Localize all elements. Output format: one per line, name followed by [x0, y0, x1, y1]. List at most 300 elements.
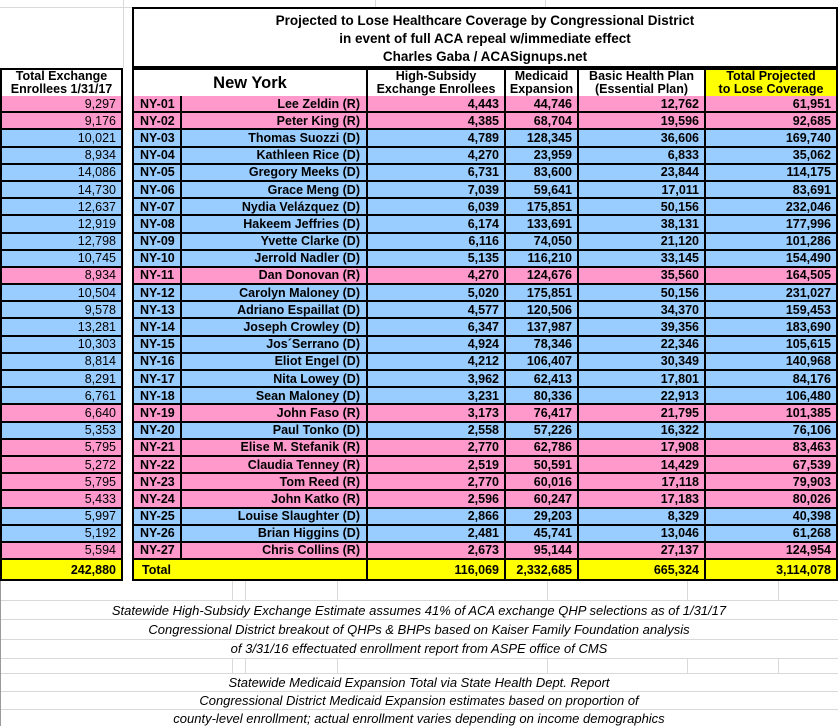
- grid-gap: [123, 423, 132, 440]
- cell-bhp[interactable]: 21,120: [579, 234, 706, 251]
- cell-high-subsidy[interactable]: 4,270: [368, 148, 506, 165]
- cell-total-projected[interactable]: 83,691: [706, 182, 838, 199]
- cell-bhp[interactable]: 16,322: [579, 423, 706, 440]
- cell-district[interactable]: NY-06: [132, 182, 182, 199]
- col-header-medicaid[interactable]: [506, 68, 579, 98]
- gridline-tick: [123, 0, 124, 68]
- cell-total-projected[interactable]: 164,505: [706, 268, 838, 285]
- grid-gap: [123, 148, 132, 165]
- cell-high-subsidy[interactable]: 6,174: [368, 216, 506, 233]
- footnote-block-medicaid: [0, 673, 838, 726]
- cell-district[interactable]: NY-22: [132, 457, 182, 474]
- cell-medicaid[interactable]: 137,987: [506, 319, 579, 336]
- cell-representative[interactable]: Sean Maloney (D): [182, 388, 368, 405]
- cell-total-exchange[interactable]: 12,798: [0, 234, 123, 251]
- cell-bhp[interactable]: 17,908: [579, 440, 706, 457]
- cell-bhp[interactable]: 6,833: [579, 148, 706, 165]
- gridline-tick: [778, 659, 779, 673]
- table-row: [0, 371, 838, 388]
- grid-gap: [123, 68, 132, 98]
- table-row: [0, 319, 838, 336]
- cell-total-exchange[interactable]: 6,761: [0, 388, 123, 405]
- cell-total-exchange[interactable]: 13,281: [0, 319, 123, 336]
- cell-medicaid[interactable]: 120,506: [506, 302, 579, 319]
- footnote-line[interactable]: Congressional District breakout of QHPs & BHPs based on Kaiser Family Foundation analysis: [0, 620, 838, 639]
- grid-gap: [123, 285, 132, 302]
- cell-district[interactable]: NY-05: [132, 165, 182, 182]
- cell-high-subsidy[interactable]: 3,231: [368, 388, 506, 405]
- cell-high-subsidy[interactable]: 2,519: [368, 457, 506, 474]
- cell-representative[interactable]: Chris Collins (R): [182, 543, 368, 560]
- cell-district[interactable]: NY-18: [132, 388, 182, 405]
- cell-total-projected[interactable]: 101,385: [706, 405, 838, 422]
- cell-total-exchange[interactable]: 9,297: [0, 96, 123, 113]
- cell-high-subsidy[interactable]: 2,866: [368, 509, 506, 526]
- grid-gap: [123, 199, 132, 216]
- cell-total-exchange[interactable]: 14,086: [0, 165, 123, 182]
- cell-total-projected[interactable]: 83,463: [706, 440, 838, 457]
- table-row: [0, 285, 838, 302]
- cell-district[interactable]: NY-16: [132, 354, 182, 371]
- title-line-3: Charles Gaba / ACASignups.net: [382, 49, 588, 64]
- cell-bhp[interactable]: 23,844: [579, 165, 706, 182]
- cell-representative[interactable]: Nita Lowey (D): [182, 371, 368, 388]
- cell-representative[interactable]: Claudia Tenney (R): [182, 457, 368, 474]
- cell-total-exchange[interactable]: 8,291: [0, 371, 123, 388]
- cell-medicaid[interactable]: 50,591: [506, 457, 579, 474]
- cell-representative[interactable]: Kathleen Rice (D): [182, 148, 368, 165]
- table-row: [0, 216, 838, 233]
- cell-high-subsidy[interactable]: 6,116: [368, 234, 506, 251]
- table-row: [0, 337, 838, 354]
- table-row: [0, 182, 838, 199]
- table-row: [0, 474, 838, 491]
- grid-gap: [123, 216, 132, 233]
- col-header-total-projected[interactable]: [706, 68, 838, 98]
- cell-total-exchange[interactable]: 5,192: [0, 526, 123, 543]
- cell-medicaid[interactable]: 106,407: [506, 354, 579, 371]
- cell-total-exchange[interactable]: 10,021: [0, 130, 123, 147]
- cell-representative[interactable]: Yvette Clarke (D): [182, 234, 368, 251]
- cell-representative[interactable]: Elise M. Stefanik (R): [182, 440, 368, 457]
- cell-district[interactable]: NY-14: [132, 319, 182, 336]
- grid-gap: [123, 474, 132, 491]
- grid-gap: [123, 509, 132, 526]
- table-row: [0, 234, 838, 251]
- cell-total-exchange[interactable]: 5,353: [0, 423, 123, 440]
- grid-gap: [123, 543, 132, 560]
- cell-district[interactable]: NY-07: [132, 199, 182, 216]
- col-header-high-subsidy[interactable]: [368, 68, 506, 98]
- cell-total-projected[interactable]: 40,398: [706, 509, 838, 526]
- cell-medicaid[interactable]: 60,016: [506, 474, 579, 491]
- header-line: Medicaid: [514, 69, 569, 83]
- cell-total-projected[interactable]: 169,740: [706, 130, 838, 147]
- cell-bhp[interactable]: 17,011: [579, 182, 706, 199]
- gridline-tick: [337, 581, 338, 600]
- cell-representative[interactable]: Peter King (R): [182, 113, 368, 130]
- grid-gap: [123, 560, 132, 581]
- grid-gap: [123, 457, 132, 474]
- cell-medicaid[interactable]: 59,641: [506, 182, 579, 199]
- cell-high-subsidy[interactable]: 3,173: [368, 405, 506, 422]
- cell-district[interactable]: NY-13: [132, 302, 182, 319]
- grid-gap: [123, 234, 132, 251]
- cell-district[interactable]: NY-19: [132, 405, 182, 422]
- cell-district[interactable]: NY-01: [132, 96, 182, 113]
- cell-representative[interactable]: Dan Donovan (R): [182, 268, 368, 285]
- cell-total-exchange[interactable]: 5,594: [0, 543, 123, 560]
- grid-gap: [123, 302, 132, 319]
- cell-high-subsidy[interactable]: 4,270: [368, 268, 506, 285]
- total-cell-total-projected[interactable]: 3,114,078: [706, 560, 838, 581]
- cell-representative[interactable]: Thomas Suozzi (D): [182, 130, 368, 147]
- table-row: [0, 405, 838, 422]
- cell-total-projected[interactable]: 76,106: [706, 423, 838, 440]
- grid-gap: [123, 388, 132, 405]
- cell-medicaid[interactable]: 68,704: [506, 113, 579, 130]
- gridline-tick: [245, 581, 246, 600]
- cell-medicaid[interactable]: 116,210: [506, 251, 579, 268]
- table-row: [0, 302, 838, 319]
- gridline-tick: [245, 659, 246, 673]
- cell-district[interactable]: NY-12: [132, 285, 182, 302]
- cell-total-projected[interactable]: 232,046: [706, 199, 838, 216]
- footnote-line[interactable]: Statewide Medicaid Expansion Total via State Health Dept. Report: [0, 674, 838, 692]
- total-cell-exchange[interactable]: 242,880: [0, 560, 123, 581]
- cell-total-projected[interactable]: 114,175: [706, 165, 838, 182]
- cell-high-subsidy[interactable]: 5,135: [368, 251, 506, 268]
- cell-total-exchange[interactable]: 5,795: [0, 440, 123, 457]
- total-cell-medicaid[interactable]: 2,332,685: [506, 560, 579, 581]
- table-row: [0, 388, 838, 405]
- header-line: (Essential Plan): [594, 82, 689, 96]
- cell-bhp[interactable]: 30,349: [579, 354, 706, 371]
- cell-district[interactable]: NY-20: [132, 423, 182, 440]
- cell-medicaid[interactable]: 45,741: [506, 526, 579, 543]
- cell-district[interactable]: NY-08: [132, 216, 182, 233]
- cell-total-projected[interactable]: 80,026: [706, 491, 838, 508]
- gridline-tick: [687, 659, 688, 673]
- cell-high-subsidy[interactable]: 7,039: [368, 182, 506, 199]
- cell-bhp[interactable]: 22,346: [579, 337, 706, 354]
- title-left-blank: [0, 7, 132, 68]
- cell-total-exchange[interactable]: 10,504: [0, 285, 123, 302]
- cell-total-projected[interactable]: 124,954: [706, 543, 838, 560]
- cell-bhp[interactable]: 8,329: [579, 509, 706, 526]
- table-row: [0, 96, 838, 113]
- grid-gap: [123, 440, 132, 457]
- header-line: Exchange Enrollees: [376, 82, 496, 96]
- gridline-tick: [232, 581, 233, 600]
- cell-total-exchange[interactable]: 5,433: [0, 491, 123, 508]
- cell-high-subsidy[interactable]: 4,385: [368, 113, 506, 130]
- footnote-line[interactable]: of 3/31/16 effectuated enrollment report from ASPE office of CMS: [0, 640, 838, 659]
- table-row: [0, 113, 838, 130]
- cell-total-projected[interactable]: 140,968: [706, 354, 838, 371]
- cell-medicaid[interactable]: 29,203: [506, 509, 579, 526]
- cell-district[interactable]: NY-02: [132, 113, 182, 130]
- cell-bhp[interactable]: 50,156: [579, 199, 706, 216]
- cell-representative[interactable]: Jos´Serrano (D): [182, 337, 368, 354]
- table-row: [0, 251, 838, 268]
- grid-gap: [123, 526, 132, 543]
- grid-gap: [123, 113, 132, 130]
- cell-high-subsidy[interactable]: 2,558: [368, 423, 506, 440]
- cell-total-projected[interactable]: 79,903: [706, 474, 838, 491]
- table-row: [0, 457, 838, 474]
- cell-representative[interactable]: Adriano Espaillat (D): [182, 302, 368, 319]
- cell-total-projected[interactable]: 35,062: [706, 148, 838, 165]
- cell-bhp[interactable]: 38,131: [579, 216, 706, 233]
- cell-high-subsidy[interactable]: 2,596: [368, 491, 506, 508]
- cell-medicaid[interactable]: 44,746: [506, 96, 579, 113]
- title-line-2: in event of full ACA repeal w/immediate effect: [339, 31, 631, 46]
- cell-total-exchange[interactable]: 5,997: [0, 509, 123, 526]
- header-line: Total Projected: [726, 69, 816, 83]
- cell-total-projected[interactable]: 61,268: [706, 526, 838, 543]
- total-label[interactable]: Total: [132, 560, 368, 581]
- cell-district[interactable]: NY-27: [132, 543, 182, 560]
- cell-total-projected[interactable]: 177,996: [706, 216, 838, 233]
- total-cell-bhp[interactable]: 665,324: [579, 560, 706, 581]
- cell-bhp[interactable]: 21,795: [579, 405, 706, 422]
- cell-high-subsidy[interactable]: 6,039: [368, 199, 506, 216]
- cell-medicaid[interactable]: 83,600: [506, 165, 579, 182]
- grid-gap: [123, 319, 132, 336]
- cell-bhp[interactable]: 17,118: [579, 474, 706, 491]
- cell-representative[interactable]: John Faso (R): [182, 405, 368, 422]
- cell-medicaid[interactable]: 78,346: [506, 337, 579, 354]
- cell-total-exchange[interactable]: 14,730: [0, 182, 123, 199]
- cell-high-subsidy[interactable]: 2,770: [368, 440, 506, 457]
- cell-district[interactable]: NY-03: [132, 130, 182, 147]
- top-grid-strip: [0, 0, 838, 7]
- cell-representative[interactable]: Paul Tonko (D): [182, 423, 368, 440]
- total-row: [0, 560, 838, 581]
- cell-bhp[interactable]: 36,606: [579, 130, 706, 147]
- cell-medicaid[interactable]: 128,345: [506, 130, 579, 147]
- header-line: Basic Health Plan: [589, 69, 694, 83]
- cell-total-exchange[interactable]: 10,303: [0, 337, 123, 354]
- cell-district[interactable]: NY-15: [132, 337, 182, 354]
- cell-total-projected[interactable]: 61,951: [706, 96, 838, 113]
- header-line: to Lose Coverage: [718, 82, 824, 96]
- grid-gap: [123, 371, 132, 388]
- cell-total-exchange[interactable]: 6,640: [0, 405, 123, 422]
- cell-total-projected[interactable]: 105,615: [706, 337, 838, 354]
- cell-district[interactable]: NY-23: [132, 474, 182, 491]
- cell-medicaid[interactable]: 76,417: [506, 405, 579, 422]
- gridline-tick: [232, 659, 233, 673]
- grid-gap: [123, 165, 132, 182]
- cell-representative[interactable]: Brian Higgins (D): [182, 526, 368, 543]
- table-row: [0, 165, 838, 182]
- cell-representative[interactable]: Jerrold Nadler (D): [182, 251, 368, 268]
- cell-medicaid[interactable]: 95,144: [506, 543, 579, 560]
- header-line: Expansion: [509, 82, 574, 96]
- cell-bhp[interactable]: 17,183: [579, 491, 706, 508]
- cell-high-subsidy[interactable]: 4,212: [368, 354, 506, 371]
- district-rows: [0, 96, 838, 560]
- header-line: Enrollees 1/31/17: [10, 82, 113, 96]
- cell-district[interactable]: NY-24: [132, 491, 182, 508]
- col-header-state[interactable]: [132, 68, 368, 98]
- cell-bhp[interactable]: 14,429: [579, 457, 706, 474]
- cell-total-projected[interactable]: 106,480: [706, 388, 838, 405]
- empty-grid-row: [0, 659, 838, 673]
- cell-medicaid[interactable]: 23,959: [506, 148, 579, 165]
- cell-medicaid[interactable]: 60,247: [506, 491, 579, 508]
- empty-grid-row: [0, 581, 838, 600]
- cell-high-subsidy[interactable]: 6,347: [368, 319, 506, 336]
- cell-bhp[interactable]: 39,356: [579, 319, 706, 336]
- cell-bhp[interactable]: 33,145: [579, 251, 706, 268]
- cell-district[interactable]: NY-10: [132, 251, 182, 268]
- cell-total-exchange[interactable]: 8,934: [0, 268, 123, 285]
- cell-representative[interactable]: Tom Reed (R): [182, 474, 368, 491]
- gridline-tick: [545, 0, 546, 7]
- grid-gap: [123, 354, 132, 371]
- cell-bhp[interactable]: 12,762: [579, 96, 706, 113]
- gridline-tick: [687, 581, 688, 600]
- cell-medicaid[interactable]: 80,336: [506, 388, 579, 405]
- col-header-bhp[interactable]: [579, 68, 706, 98]
- cell-high-subsidy[interactable]: 2,770: [368, 474, 506, 491]
- table-row: [0, 491, 838, 508]
- cell-total-projected[interactable]: 101,286: [706, 234, 838, 251]
- gridline-tick: [547, 581, 548, 600]
- grid-gap: [123, 405, 132, 422]
- title-row: [0, 7, 838, 68]
- cell-district[interactable]: NY-04: [132, 148, 182, 165]
- gridline-tick: [778, 581, 779, 600]
- table-row: [0, 543, 838, 560]
- table-row: [0, 440, 838, 457]
- cell-medicaid[interactable]: 133,691: [506, 216, 579, 233]
- cell-representative[interactable]: Louise Slaughter (D): [182, 509, 368, 526]
- footnote-line[interactable]: county-level enrollment; actual enrollment varies depending on income demographics: [0, 710, 838, 726]
- cell-representative[interactable]: John Katko (R): [182, 491, 368, 508]
- cell-total-exchange[interactable]: 9,578: [0, 302, 123, 319]
- grid-gap: [123, 251, 132, 268]
- table-row: [0, 526, 838, 543]
- cell-representative[interactable]: Grace Meng (D): [182, 182, 368, 199]
- header-line: New York: [213, 74, 287, 92]
- cell-high-subsidy[interactable]: 5,020: [368, 285, 506, 302]
- table-row: [0, 268, 838, 285]
- cell-high-subsidy[interactable]: 4,789: [368, 130, 506, 147]
- sheet-title[interactable]: [132, 7, 838, 68]
- cell-representative[interactable]: Gregory Meeks (D): [182, 165, 368, 182]
- cell-total-exchange[interactable]: 8,934: [0, 148, 123, 165]
- cell-high-subsidy[interactable]: 6,731: [368, 165, 506, 182]
- cell-bhp[interactable]: 50,156: [579, 285, 706, 302]
- cell-bhp[interactable]: 13,046: [579, 526, 706, 543]
- cell-medicaid[interactable]: 62,786: [506, 440, 579, 457]
- cell-representative[interactable]: Joseph Crowley (D): [182, 319, 368, 336]
- cell-representative[interactable]: Carolyn Maloney (D): [182, 285, 368, 302]
- table-row: [0, 354, 838, 371]
- header-row: [0, 68, 838, 96]
- cell-total-projected[interactable]: 183,690: [706, 319, 838, 336]
- cell-district[interactable]: NY-17: [132, 371, 182, 388]
- footnote-line[interactable]: Statewide High-Subsidy Exchange Estimate assumes 41% of ACA exchange QHP selections as of 1/31/17: [0, 601, 838, 620]
- cell-representative[interactable]: Lee Zeldin (R): [182, 96, 368, 113]
- cell-total-projected[interactable]: 92,685: [706, 113, 838, 130]
- cell-medicaid[interactable]: 57,226: [506, 423, 579, 440]
- cell-bhp[interactable]: 19,596: [579, 113, 706, 130]
- cell-district[interactable]: NY-21: [132, 440, 182, 457]
- cell-total-exchange[interactable]: 10,745: [0, 251, 123, 268]
- table-row: [0, 130, 838, 147]
- cell-high-subsidy[interactable]: 2,673: [368, 543, 506, 560]
- cell-high-subsidy[interactable]: 4,577: [368, 302, 506, 319]
- cell-high-subsidy[interactable]: 4,443: [368, 96, 506, 113]
- table-row: [0, 509, 838, 526]
- gridline-tick: [375, 0, 376, 7]
- cell-district[interactable]: NY-25: [132, 509, 182, 526]
- grid-gap: [123, 491, 132, 508]
- cell-bhp[interactable]: 35,560: [579, 268, 706, 285]
- cell-bhp[interactable]: 22,913: [579, 388, 706, 405]
- gridline-tick: [337, 659, 338, 673]
- cell-total-projected[interactable]: 67,539: [706, 457, 838, 474]
- cell-total-projected[interactable]: 154,490: [706, 251, 838, 268]
- cell-medicaid[interactable]: 62,413: [506, 371, 579, 388]
- footnote-block-exchange: [0, 600, 838, 659]
- table-row: [0, 423, 838, 440]
- cell-high-subsidy[interactable]: 2,481: [368, 526, 506, 543]
- cell-medicaid[interactable]: 175,851: [506, 199, 579, 216]
- cell-high-subsidy[interactable]: 4,924: [368, 337, 506, 354]
- cell-district[interactable]: NY-11: [132, 268, 182, 285]
- table-row: [0, 148, 838, 165]
- cell-total-exchange[interactable]: 5,795: [0, 474, 123, 491]
- total-cell-high-subsidy[interactable]: 116,069: [368, 560, 506, 581]
- gridline-tick: [0, 7, 132, 8]
- cell-total-projected[interactable]: 84,176: [706, 371, 838, 388]
- cell-district[interactable]: NY-26: [132, 526, 182, 543]
- cell-representative[interactable]: Eliot Engel (D): [182, 354, 368, 371]
- col-header-total-exchange[interactable]: [0, 68, 123, 98]
- cell-total-exchange[interactable]: 8,814: [0, 354, 123, 371]
- cell-total-exchange[interactable]: 12,637: [0, 199, 123, 216]
- cell-representative[interactable]: Hakeem Jeffries (D): [182, 216, 368, 233]
- cell-total-exchange[interactable]: 5,272: [0, 457, 123, 474]
- sheet-left-gridline: [0, 581, 1, 726]
- cell-bhp[interactable]: 27,137: [579, 543, 706, 560]
- cell-high-subsidy[interactable]: 3,962: [368, 371, 506, 388]
- header-line: High-Subsidy: [395, 69, 477, 83]
- cell-bhp[interactable]: 34,370: [579, 302, 706, 319]
- cell-representative[interactable]: Nydia Velázquez (D): [182, 199, 368, 216]
- cell-bhp[interactable]: 17,801: [579, 371, 706, 388]
- gridline-tick: [547, 659, 548, 673]
- grid-gap: [123, 182, 132, 199]
- cell-medicaid[interactable]: 175,851: [506, 285, 579, 302]
- cell-total-projected[interactable]: 231,027: [706, 285, 838, 302]
- cell-total-exchange[interactable]: 9,176: [0, 113, 123, 130]
- footnote-line[interactable]: Congressional District Medicaid Expansion estimates based on proportion of: [0, 692, 838, 710]
- cell-total-exchange[interactable]: 12,919: [0, 216, 123, 233]
- cell-total-projected[interactable]: 159,453: [706, 302, 838, 319]
- cell-medicaid[interactable]: 74,050: [506, 234, 579, 251]
- grid-gap: [123, 96, 132, 113]
- grid-gap: [123, 337, 132, 354]
- cell-medicaid[interactable]: 124,676: [506, 268, 579, 285]
- cell-district[interactable]: NY-09: [132, 234, 182, 251]
